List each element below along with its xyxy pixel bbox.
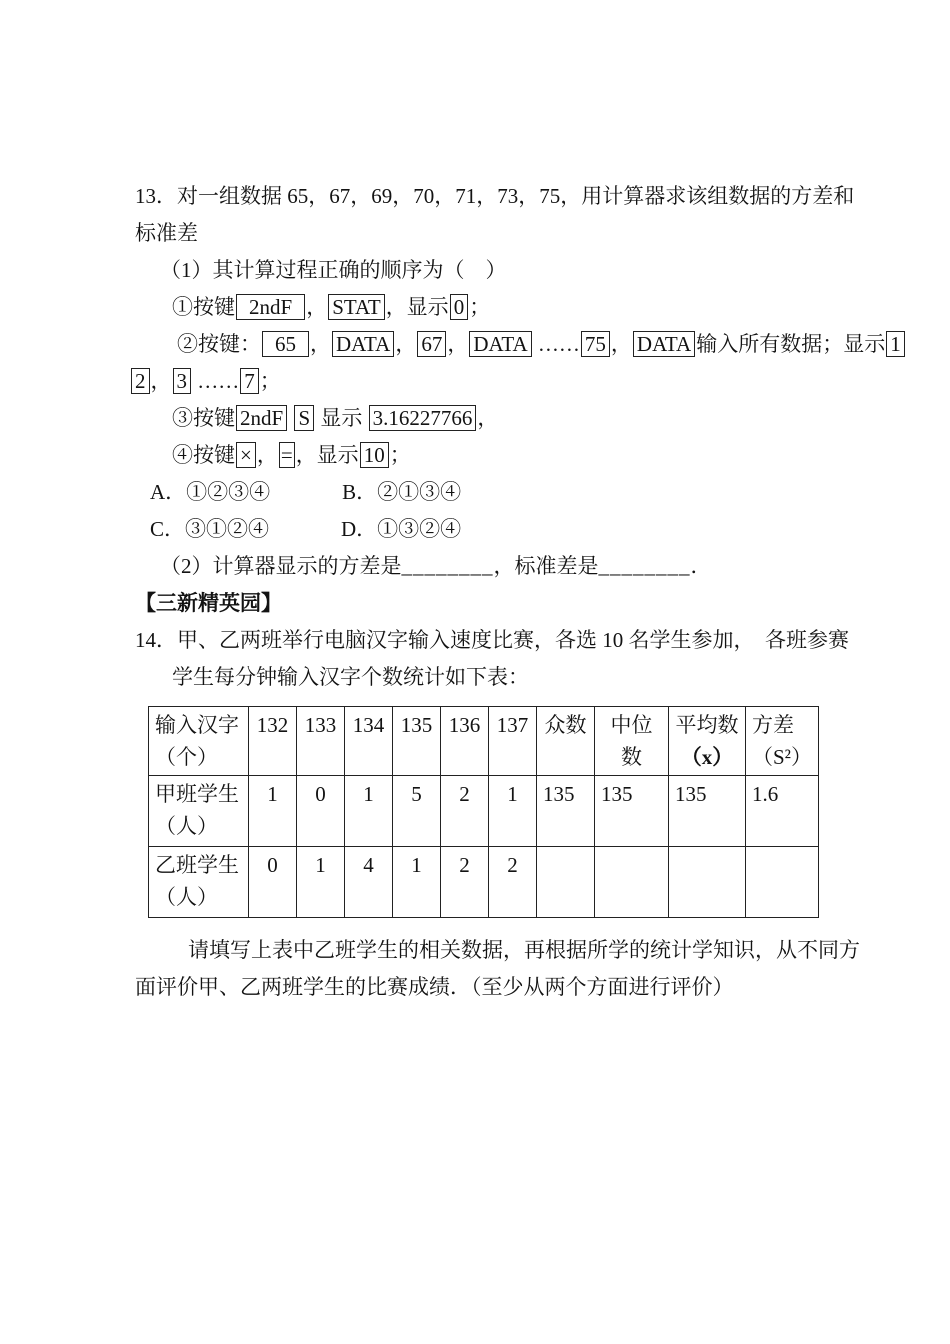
cell-a-median: 135 [595,776,669,847]
header-132: 132 [249,707,297,776]
cell-a-mean: 135 [669,776,746,847]
text-segment [288,406,293,430]
table-row-class-a [149,776,819,847]
cell-b-135: 1 [393,847,441,918]
text-segment: ； [259,369,281,393]
text-segment: ， [256,443,278,467]
answer-blank-stddev: ________ [598,554,691,578]
calc-key-2ndF: 2ndF [236,405,287,431]
calc-key-10: 10 [360,442,389,468]
calc-key-0: 0 [450,294,469,320]
header-134: 134 [345,707,393,776]
text-segment: ①按键 [172,295,235,319]
text-segment: …… [192,369,240,393]
header-mean: 平均数 （x） [669,707,746,776]
calc-key-DATA: DATA [332,331,394,357]
text-segment: 输入所有数据；显示 [696,332,886,356]
header-mode: 众数 [537,707,595,776]
text-segment: ③按键 [172,406,235,430]
text-segment: ， [477,406,499,430]
answer-blank-variance: ________ [401,554,494,578]
cell-b-134: 4 [345,847,393,918]
step-3-line [172,400,850,437]
header-133: 133 [297,707,345,776]
text-segment: ， [447,332,469,356]
cell-b-mode [537,847,595,918]
option-a: A．①②③④ [150,480,271,504]
cell-a-136: 2 [441,776,489,847]
cell-b-median [595,847,669,918]
text-segment: ； [389,443,411,467]
question-13-stem-line-1: 13．对一组数据 65，67，69，70，71，73，75，用计算器求该组数据的方差和 [135,184,855,208]
text-segment: ，显示 [385,295,449,319]
calc-key-65: 65 [262,331,309,357]
header-input-chars: 输入汉字 （个） [149,707,249,776]
calc-key-75: 75 [581,331,610,357]
cell-b-132: 0 [249,847,297,918]
table-header-row [149,707,819,776]
calc-key-DATA: DATA [469,331,531,357]
cell-b-137: 2 [489,847,537,918]
text-segment: ， [306,295,328,319]
cell-a-133: 0 [297,776,345,847]
section-header: 【三新精英园】 [135,591,282,615]
cell-b-136: 2 [441,847,489,918]
text-segment: ，显示 [295,443,359,467]
part2-prompt: （2）计算器显示的方差是 [160,554,402,578]
question-13 [135,178,901,585]
cell-b-variance [746,847,819,918]
closing-line-2: 面评价甲、乙两班学生的比赛成绩．（至少从两个方面进行评价） [135,975,734,999]
step-2-continuation-line [130,363,850,400]
question-14-stem-line-1: 14．甲、乙两班举行电脑汉字输入速度比赛，各选 10 名学生参加， 各班参赛 [135,628,849,652]
calc-key-STAT: STAT [328,294,385,320]
calc-key-7: 7 [240,368,259,394]
part2-end: ． [690,554,712,578]
text-segment: ； [469,295,491,319]
closing-line-1: 请填写上表中乙班学生的相关数据，再根据所学的统计学知识，从不同方 [188,938,860,962]
cell-a-132: 1 [249,776,297,847]
header-135: 135 [393,707,441,776]
calc-key-multiply: × [236,442,256,468]
cell-b-133: 1 [297,847,345,918]
calc-key-3: 3 [173,368,192,394]
calc-key-2ndF: 2ndF [236,294,305,320]
statistics-table [148,706,819,918]
calc-key-display-3.16227766: 3.16227766 [369,405,477,431]
calc-key-1: 1 [886,331,905,357]
question-14 [135,622,860,1006]
question-13-stem-line-2: 标准差 [135,221,198,245]
step-4-line [172,437,850,474]
option-d: D．①③②④ [341,517,462,541]
header-variance: 方差 （S²） [746,707,819,776]
row-label-class-b: 乙班学生 （人） [149,847,249,918]
text-segment: ， [310,332,331,356]
table-row-class-b [149,847,819,918]
cell-a-134: 1 [345,776,393,847]
option-b: B．②①③④ [342,480,462,504]
calc-key-equals: = [280,443,293,467]
row-label-class-a: 甲班学生 （人） [149,776,249,847]
text-segment: ， [150,369,172,393]
calc-key-S: S [294,405,314,431]
options-row-2 [150,511,850,548]
part2-mid: ，标准差是 [493,554,599,578]
calc-key-67: 67 [417,331,446,357]
question-14-stem-line-2: 学生每分钟输入汉字个数统计如下表： [172,665,529,689]
cell-a-mode: 135 [537,776,595,847]
text-segment: ②按键： [177,332,261,356]
header-137: 137 [489,707,537,776]
option-c: C．③①②④ [150,517,270,541]
header-median: 中位数 [595,707,669,776]
header-136: 136 [441,707,489,776]
text-segment: ， [395,332,417,356]
cell-b-mean [669,847,746,918]
question-13-part1-label: （1）其计算过程正确的顺序为（ ） [160,258,507,282]
cell-a-variance: 1.6 [746,776,819,847]
calc-key-DATA: DATA [633,331,695,357]
cell-a-135: 5 [393,776,441,847]
text-segment: 显示 [315,406,368,430]
options-row-1 [150,474,850,511]
step-1-line [172,289,850,326]
calc-key-2: 2 [131,368,150,394]
cell-a-137: 1 [489,776,537,847]
text-segment: …… [532,332,580,356]
text-segment: ④按键 [172,443,235,467]
question-13-part2-line [160,548,850,585]
text-segment: ， [610,332,632,356]
step-2-line [177,326,901,363]
